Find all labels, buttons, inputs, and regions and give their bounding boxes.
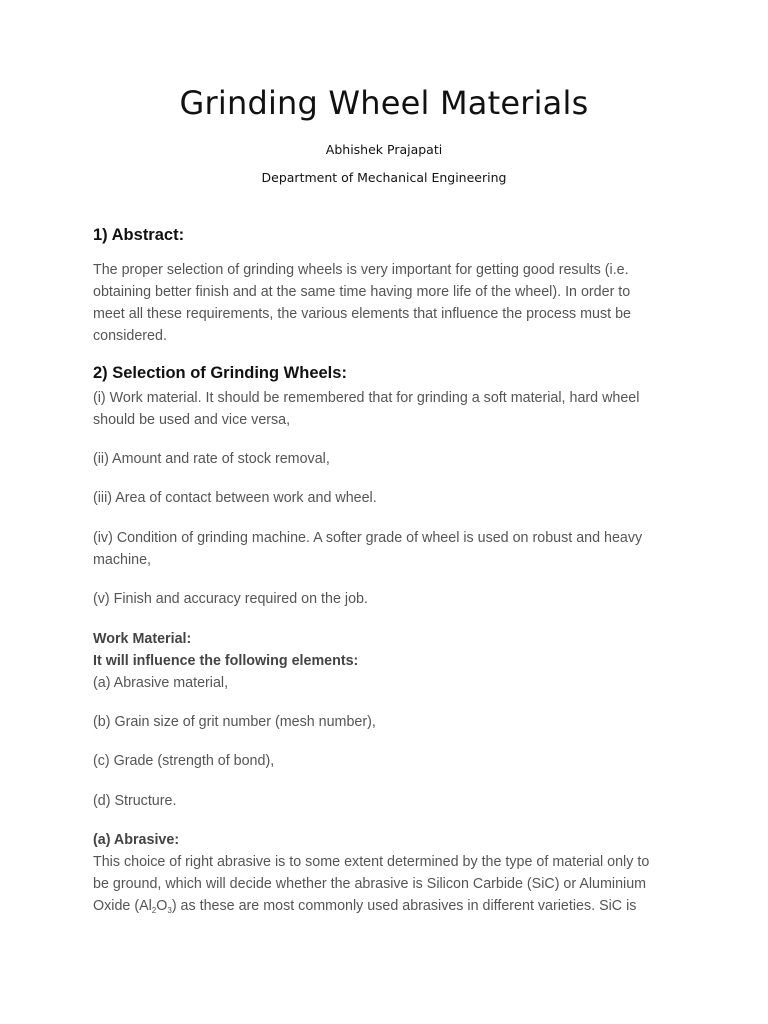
abstract-line: considered. (93, 328, 167, 344)
selection-item-2: (ii) Amount and rate of stock removal, (93, 451, 330, 467)
abrasive-line (93, 895, 683, 922)
abrasive-line: be ground, which will decide whether the abrasive is Silicon Carbide (SiC) or Aluminium (93, 876, 647, 892)
selection-item-1-line: should be used and vice versa, (93, 412, 291, 428)
selection-item-5: (v) Finish and accuracy required on the job. (93, 591, 368, 607)
abstract-line: The proper selection of grinding wheels is very important for getting good results (i.e. (93, 262, 629, 278)
selection-heading: 2) Selection of Grinding Wheels: (93, 364, 347, 382)
selection-item-1-line: (i) Work material. It should be remembered that for grinding a soft material, hard wheel (93, 390, 640, 406)
abstract-line: obtaining better finish and at the same time having more life of the wheel). In order to (93, 284, 631, 300)
abrasive-line-3-post: ) as these are most commonly used abrasives in different varieties. SiC is (171, 898, 637, 914)
selection-item-4-line: machine, (93, 552, 152, 568)
work-material-item: (a) Abrasive material, (93, 675, 229, 691)
abrasive-line-3-mid: O (156, 898, 168, 914)
abstract-heading: 1) Abstract: (93, 226, 185, 244)
author-name: Abhishek Prajapati (325, 142, 443, 157)
selection-item-4-line: (iv) Condition of grinding machine. A softer grade of wheel is used on robust and heavy (93, 530, 643, 546)
work-material-subheading: It will influence the following elements: (93, 653, 359, 669)
document-title: Grinding Wheel Materials (179, 84, 589, 122)
abrasive-heading: (a) Abrasive: (93, 832, 180, 848)
work-material-item: (d) Structure. (93, 793, 177, 809)
department-name: Department of Mechanical Engineering (261, 170, 507, 185)
subscript-3: 3 (167, 906, 172, 915)
work-material-item: (c) Grade (strength of bond), (93, 753, 275, 769)
abstract-line: meet all these requirements, the various elements that influence the process must be (93, 306, 632, 322)
abrasive-line-3-pre: Oxide (Al (93, 898, 152, 914)
work-material-heading: Work Material: (93, 631, 192, 647)
work-material-item: (b) Grain size of grit number (mesh number), (93, 714, 376, 730)
subscript-2: 2 (151, 906, 157, 915)
abrasive-line: This choice of right abrasive is to some extent determined by the type of material only to (93, 854, 650, 870)
selection-item-3: (iii) Area of contact between work and wheel. (93, 490, 377, 506)
